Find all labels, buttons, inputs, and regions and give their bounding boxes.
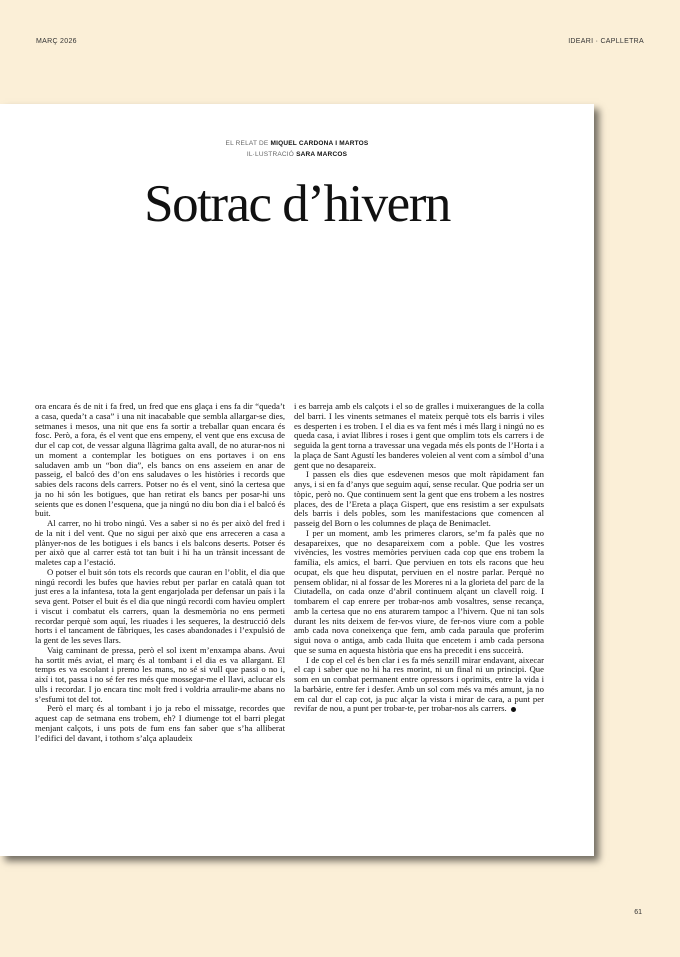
- running-header-date: MARÇ 2026: [36, 38, 77, 45]
- end-mark-icon: [511, 707, 516, 712]
- paragraph: Vaig caminant de pressa, però el sol ixent m’enxampa abans. Avui ha sortit més aviat, el març és al tombant i el dia es va allargant. El temps es va escolant i premo les mans, no sé si vull que passi o no i, així i tot, passa i no sé fer res més que mossegar-me el llavi, aclucar els ulls i recordar. I jo encara tinc molt fred i voldria arraulir-me abans no s’esfumi tot del tot.: [35, 644, 285, 704]
- illustrator-credit: [0, 149, 594, 160]
- paragraph: Al carrer, no hi trobo ningú. Ves a saber si no és per això del fred i de la nit i del vent. Que no sigui per això que ens arreceren a casa a plànyer-nos de les botigues i els bancs i els balcons deserts. Potser és per això que al carrer està tot tan buit i hi ha un trànsit incessant de maletes cap a l’estació.: [35, 518, 285, 567]
- article-card: [0, 104, 594, 856]
- paragraph: ora encara és de nit i fa fred, un fred que ens glaça i ens fa dir “queda’t a casa, queda’t a casa” i una nit inacabable que sembla allargar-se dies, setmanes i mesos, una nit que ens fa sortir a treballar quan encara és fosc. Però, a fora, és el vent que ens empeny, el vent que ens excusa de dur el cap cot, de vessar alguna llàgrima galta avall, de no aturar-nos ni un moment a contemplar les botigues on ens portaves i on ens saludaven amb un “bon dia”, els bancs on ens asseiem en anar de passeig, el balcó des d’on ens saludaves o les històries i records que sabies dels racons dels carrers. Potser no és el vent, sinó la certesa que ja no hi són les botigues, que han retirat els bancs per posar-hi uns seients que es donen l’esquena, que ja ningú no diu bon dia i el balcó és buit.: [35, 401, 285, 519]
- author-credit-label: EL RELAT DE: [225, 140, 269, 147]
- paragraph-final: [294, 656, 544, 715]
- illustrator-name: SARA MARCOS: [296, 151, 348, 158]
- author-name: MIQUEL CARDONA I MARTOS: [270, 140, 369, 147]
- paragraph: i es barreja amb els calçots i el so de gralles i muixerangues de la colla del barri. I les vinents setmanes el mateix perquè tots els barris i viles es desperten i es troben. I el dia es va fent més i més llarg i ningú no es queda casa, i aviat llibres i roses i gent que omplim tots els carrers i de seguida la gent torna a travessar una vegada més els ponts de l’Horta i a la plaça de Sant Agustí les banderes voleien al vent com a símbol d’una gent que no desapareix.: [294, 401, 544, 470]
- paragraph-final-text: I de cop el cel és ben clar i es fa més senzill mirar endavant, aixecar el cap i saber que no hi ha res morint, ni un final ni un principi. Que som en un combat permanent entre opressors i oprimits, entre la vida i la barbàrie, entre fer i desfer. Amb un sol com més va més amunt, ja no em cal dur el cap cot, ja puc alçar la vista i mirar de cara, a punt per revifar de nou, a punt per trobar-te, per trobar-nos als carrers.: [294, 654, 544, 714]
- article-title: Sotrac d’hivern: [144, 175, 450, 233]
- paragraph: I per un moment, amb les primeres clarors, se’m fa palès que no desapareixes, que no desapareixem com a poble. Que les vostres vivències, les vostres memòries perviuen cada cop que ens trobem la família, els amics, el barri. Que perviuen en tots els racons que heu ocupat, els que heu disputat, perviuen en el nostre parlar. Perquè no pensem oblidar, ni al fossar de les Moreres ni a la glorieta del parc de la Ciutadella, on cada onze d’abril continuem alçant un clavell roig. I tombarem el cap enrere per trobar-nos amb vosaltres, sense recança, amb la certesa que no ens aturarem tampoc a l’hivern. Que ni tan sols durant les nits deixem de fer-vos viure, de fer-nos viure com a poble amb cada nova coneixença que fem, amb cada paraula que proferim sigui nova o antiga, amb cada lluita que encetem i amb cada persona que se suma en aquesta història que ens ha precedit i ens succeirà.: [294, 527, 544, 655]
- page-number: 61: [634, 909, 642, 916]
- paragraph: I passen els dies que esdevenen mesos que molt ràpidament fan anys, i si en fa d’anys que seguim aquí, sense recular. Que podria ser un tòpic, però no. Que continuem sent la gent que ens trobem a les nostres places, des de l’Ereta a plaça Gispert, que ens resistim a ser expulsats dels barris i dels pobles, som les manifestacions que comencen al passeig del Born o les columnes de plaça de Benimaclet.: [294, 469, 544, 528]
- illustrator-credit-label: IL·LUSTRACIÓ: [246, 151, 295, 158]
- article-column-left: [35, 402, 285, 743]
- article-column-right: [294, 402, 544, 714]
- author-credit: [0, 138, 594, 149]
- running-header-section: IDEARI · CAPLLETRA: [568, 38, 644, 45]
- paragraph: Però el març és al tombant i jo ja rebo el missatge, recordes que aquest cap de setmana ens trobem, eh? I diumenge tot el barri plegat menjant calçots, i uns pots de fum ens fan saber que s’ha alliberat l’edifici del davant, i tothom s’alça aplaudeix: [35, 703, 285, 743]
- article-credits: [0, 138, 594, 160]
- paragraph: O potser el buit són tots els records que cauran en l’oblit, el dia que ningú recordi les bufes que havies rebut per parlar en català quan tot just eres a la infantesa, tota la gent engarjolada per defensar un país i la seva gent. Potser el buit és el dia que ningú recordi com havíeu omplert i viscut i combatut els carrers, quan la desmemòria no ens permeti recordar perquè som aquí, les riuades i les sequeres, la destrucció dels horts i el tancament de fàbriques, les cases abandonades i l’expulsió de la gent de les seves llars.: [35, 566, 285, 645]
